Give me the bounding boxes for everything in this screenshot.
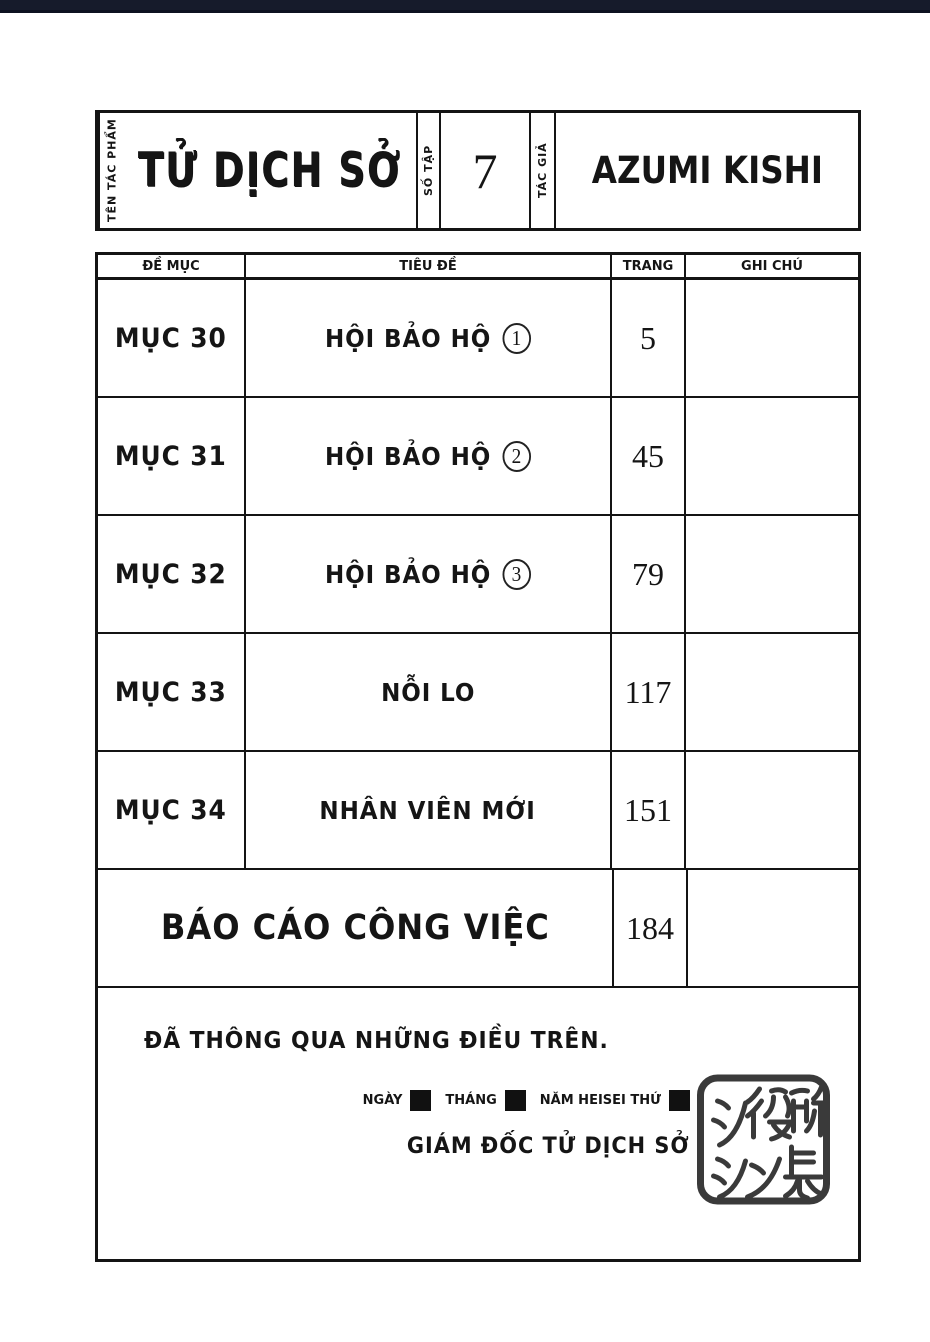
page-number: 79 bbox=[632, 555, 664, 592]
note-cell bbox=[686, 398, 858, 514]
chapter-number: MỤC 33 bbox=[115, 676, 227, 708]
chapter-title: HỘI BẢO HỘ 1 bbox=[325, 323, 531, 354]
circled-number-icon: 2 bbox=[502, 441, 531, 472]
series-title-cell bbox=[124, 113, 416, 228]
table-row bbox=[98, 752, 858, 870]
top-window-bar bbox=[0, 0, 930, 13]
chapter-number: MỤC 34 bbox=[115, 794, 227, 826]
note-cell bbox=[686, 752, 858, 868]
series-title-label: TÊN TÁC PHẨM bbox=[98, 113, 124, 228]
page-number: 184 bbox=[626, 909, 674, 946]
approval-section bbox=[98, 988, 858, 1259]
month-placeholder-square bbox=[505, 1090, 526, 1111]
table-header-row bbox=[98, 255, 858, 280]
table-row bbox=[98, 280, 858, 398]
note-cell bbox=[686, 516, 858, 632]
note-cell bbox=[686, 634, 858, 750]
note-cell bbox=[688, 870, 858, 986]
chapter-title: NHÂN VIÊN MỚI bbox=[319, 795, 537, 825]
column-header-item: ĐỀ MỤC bbox=[98, 255, 246, 277]
chapter-number: MỤC 30 bbox=[115, 322, 227, 354]
circled-number-icon: 1 bbox=[502, 323, 531, 354]
year-placeholder-square bbox=[669, 1090, 690, 1111]
series-header-box bbox=[95, 110, 861, 231]
volume-label: SỐ TẬP bbox=[416, 113, 441, 228]
column-header-title: TIÊU ĐỀ bbox=[246, 255, 612, 277]
chapter-title: HỘI BẢO HỘ 3 bbox=[325, 559, 531, 590]
month-label: THÁNG bbox=[445, 1093, 497, 1108]
series-title: TỬ DỊCH SỞ bbox=[138, 143, 402, 198]
day-label: NGÀY bbox=[362, 1093, 403, 1108]
note-cell bbox=[686, 280, 858, 396]
page-number: 117 bbox=[624, 673, 672, 710]
page-number: 45 bbox=[632, 437, 664, 474]
table-row bbox=[98, 634, 858, 752]
volume-number: 7 bbox=[472, 142, 498, 199]
chapter-title: HỘI BẢO HỘ 2 bbox=[325, 441, 531, 472]
column-header-note: GHI CHÚ bbox=[741, 258, 803, 274]
work-report-title: BÁO CÁO CÔNG VIỆC bbox=[160, 908, 550, 948]
chapter-number: MỤC 32 bbox=[115, 558, 227, 590]
column-header-page: TRANG bbox=[612, 255, 686, 277]
author-name: AZUMI KISHI bbox=[591, 149, 823, 192]
author-cell bbox=[556, 113, 858, 228]
chapter-number: MỤC 31 bbox=[115, 440, 227, 472]
table-row bbox=[98, 398, 858, 516]
director-signature-title: GIÁM ĐỐC TỬ DỊCH SỞ bbox=[407, 1134, 690, 1159]
day-placeholder-square bbox=[410, 1090, 431, 1111]
year-label: NĂM HEISEI THỨ bbox=[539, 1093, 661, 1108]
author-label: TÁC GIẢ bbox=[529, 113, 556, 228]
circled-number-icon: 3 bbox=[502, 559, 531, 590]
table-row bbox=[98, 516, 858, 634]
date-line bbox=[363, 1090, 690, 1111]
approval-statement: ĐÃ THÔNG QUA NHỮNG ĐIỀU TRÊN. bbox=[144, 1028, 609, 1054]
chapter-title: NỖI LO bbox=[380, 677, 476, 707]
page-number: 5 bbox=[640, 319, 656, 356]
page-number: 151 bbox=[624, 791, 672, 828]
contents-table bbox=[95, 252, 861, 1262]
summary-row bbox=[98, 870, 858, 988]
director-seal-stamp bbox=[695, 1073, 832, 1206]
